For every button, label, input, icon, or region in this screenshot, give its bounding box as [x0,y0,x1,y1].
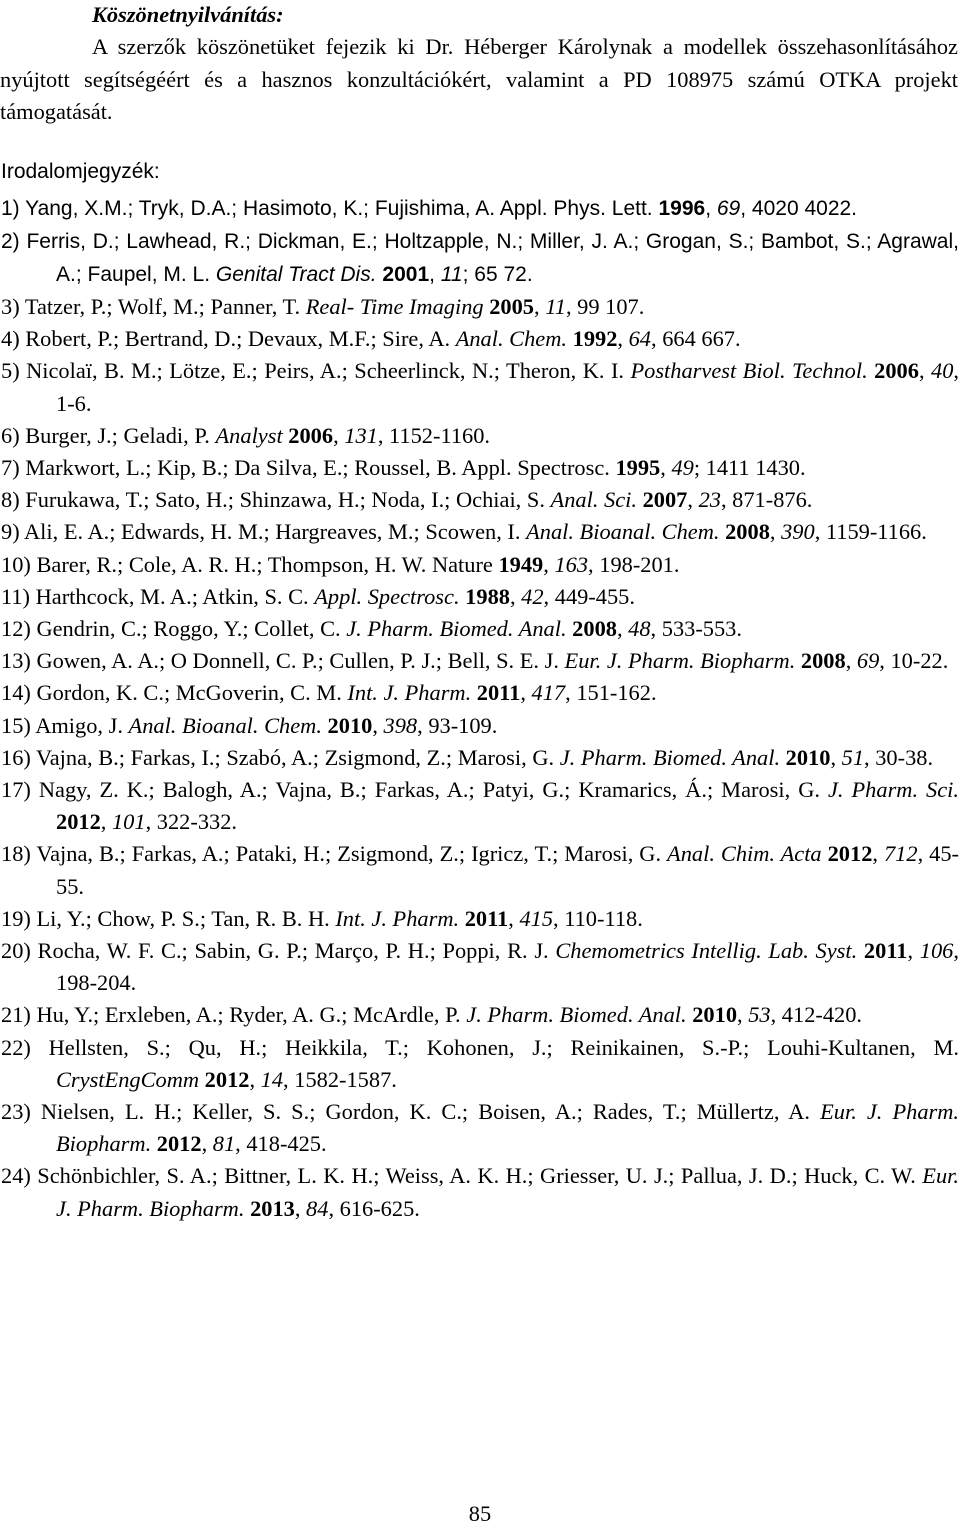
page-number: 85 [468,1501,492,1526]
reference-italic-text: 11 [440,263,463,286]
reference-text: 6) Burger, J.; Geladi, P. [1,422,216,448]
reference-list [1,192,959,1225]
reference-text: , [872,841,884,867]
reference-item [1,1096,959,1160]
reference-item [1,581,959,613]
reference-italic-text: 415 [519,905,554,931]
reference-text: 10) Barer, R.; Cole, A. R. H.; Thompson, H. W. Nature [1,551,499,577]
reference-text: , 871-876. [720,487,813,513]
reference-item [1,452,959,484]
reference-text: 5) Nicolaï, B. M.; Lötze, E.; Peirs, A.; Scheerlinck, N.; Theron, K. I. [1,358,631,384]
reference-text: 19) Li, Y.; Chow, P. S.; Tan, R. B. H. [1,905,336,931]
reference-italic-text: 40 [931,358,954,384]
reference-year: 2012 [827,841,873,867]
reference-text: , [294,1195,307,1221]
reference-text: , [429,263,441,286]
reference-text: , 4020 4022. [740,197,858,220]
reference-text: , [737,1002,749,1028]
reference-year: 2012 [156,1131,202,1157]
reference-italic-text: Appl. Spectrosc. [314,583,460,609]
reference-text: , [845,648,857,674]
reference-text: 13) Gowen, A. A.; O Donnell, C. P.; Cullen, P. J.; Bell, S. E. J. [1,648,565,674]
reference-italic-text: Eur. J. Pharm. Biopharm. [564,648,796,674]
reference-item [1,1032,959,1096]
reference-text: 14) Gordon, K. C.; McGoverin, C. M. [1,680,348,706]
reference-item [1,838,959,902]
reference-year: 2011 [464,905,509,931]
reference-text: 22) Hellsten, S.; Qu, H.; Heikkila, T.; Kohonen, J.; Reinikainen, S.-P.; Louhi-Kultanen, M. [1,1034,959,1060]
reference-year: 2006 [874,358,919,384]
reference-italic-text: 14 [260,1066,284,1092]
reference-text: , [769,519,782,545]
reference-text: 2) Ferris, D.; Lawhead, R.; Dickman, E.; Holtzapple, N.; Miller, J. A.; Grogan, S.; Bambot, S.; Agrawal, A.; Faupel, M. L. [1,230,959,286]
reference-year: 2010 [785,744,831,770]
reference-text: , 1152-1160. [377,422,491,448]
acknowledgement-heading: Köszönetnyilvánítás: [92,2,284,27]
reference-text: , [918,358,931,384]
reference-italic-text: 69 [856,648,880,674]
reference-text: , [509,583,522,609]
reference-item [1,225,959,291]
reference-text: 11) Harthcock, M. A.; Atkin, S. C. [1,583,315,609]
reference-italic-text: J. Pharm. Biomed. Anal. [559,744,781,770]
reference-year: 1995 [615,455,661,481]
reference-item [1,774,959,838]
reference-year: 2012 [204,1066,250,1092]
reference-text: , [372,712,384,738]
reference-item [1,549,959,581]
reference-italic-text: 81 [212,1131,236,1157]
reference-text: , [907,938,920,964]
reference-text: 18) Vajna, B.; Farkas, A.; Pataki, H.; Zsigmond, Z.; Igricz, T.; Marosi, G. [1,841,668,867]
reference-text: 17) Nagy, Z. K.; Balogh, A.; Vajna, B.; Farkas, A.; Patyi, G.; Kramarics, Á.; Marosi, G. [1,777,828,803]
acknowledgement-text: A szerzők köszönetüket fejezik ki Dr. Héberger Károlynak a modellek összehasonlításához nyújtott segítségéért és a hasznos konzultációkért, valamint a PD 108975 számú OTKA projekt támogatását. [0,34,958,124]
reference-italic-text: CrystEngComm [56,1066,200,1092]
reference-year: 2008 [725,519,770,545]
reference-text: , 45-55. [56,841,959,899]
reference-text: , [617,326,629,352]
reference-text: , [616,616,629,642]
reference-item [1,710,959,742]
reference-text: 16) Vajna, B.; Farkas, I.; Szabó, A.; Zsigmond, Z.; Marosi, G. [1,744,560,770]
reference-text: , 533-553. [650,616,742,642]
reference-text: , [100,809,112,835]
reference-italic-text: Int. J. Pharm. [335,905,460,931]
reference-italic-text: 69 [716,197,741,220]
reference-italic-text: 64 [628,326,651,352]
reference-italic-text: Eur. J. Pharm. Biopharm. [56,1163,959,1221]
reference-text: 12) Gendrin, C.; Roggo, Y.; Collet, C. [1,616,347,642]
reference-text: , 30-38. [864,744,934,770]
reference-text: , 412-420. [770,1002,863,1028]
reference-text: , 1-6. [56,358,959,416]
reference-text: , 664 667. [651,326,741,352]
reference-text: 20) Rocha, W. F. C.; Sabin, G. P.; Março, P. H.; Poppi, R. J. [1,938,556,964]
reference-item [1,516,959,548]
reference-item [1,420,959,452]
reference-year: 2011 [476,680,521,706]
reference-year: 1949 [498,551,544,577]
reference-italic-text: 42 [521,583,544,609]
reference-year: 2006 [288,422,334,448]
reference-text: , 198-204. [56,938,959,996]
reference-text: , [687,487,699,513]
reference-italic-text: Real- Time Imaging [305,294,484,319]
reference-text: 7) Markwort, L.; Kip, B.; Da Silva, E.; Roussel, B. Appl. Spectrosc. [1,455,616,481]
reference-text: 15) Amigo, J. [1,712,129,738]
reference-year: 2007 [642,487,688,513]
reference-text: , 418-425. [235,1131,327,1157]
reference-year: 2012 [56,809,101,835]
reference-text: 3) Tatzer, P.; Wolf, M.; Panner, T. [1,294,306,319]
reference-year: 2011 [863,938,908,964]
reference-italic-text: 398 [383,712,418,738]
reference-text: ; 1411 1430. [693,455,806,481]
reference-text: , 198-201. [588,551,680,577]
reference-italic-text: 11 [545,294,566,319]
reference-italic-text: Anal. Chem. [455,326,568,352]
reference-italic-text: 49 [671,455,694,481]
reference-text: , [534,294,546,319]
reference-text: , [201,1131,213,1157]
reference-italic-text: Eur. J. Pharm. Biopharm. [56,1099,959,1157]
reference-text: , 93-109. [417,712,498,738]
reference-italic-text: Anal. Bioanal. Chem. [128,712,322,738]
reference-italic-text: Chemometrics Intellig. Lab. Syst. [555,938,858,964]
reference-text: , 99 107. [565,294,645,319]
reference-year: 2010 [692,1002,738,1028]
reference-year: 2008 [800,648,846,674]
reference-text: , [660,455,672,481]
reference-item [1,613,959,645]
reference-item [1,1160,959,1224]
reference-italic-text: Anal. Sci. [550,487,637,513]
reference-year: 1992 [572,326,618,352]
references-heading: Irodalomjegyzék: [1,160,160,183]
reference-text: 8) Furukawa, T.; Sato, H.; Shinzawa, H.; Noda, I.; Ochiai, S. [1,487,551,513]
reference-item [1,742,959,774]
reference-italic-text: 48 [628,616,651,642]
reference-italic-text: 712 [883,841,918,867]
reference-text: , [830,744,842,770]
reference-italic-text: 51 [841,744,865,770]
reference-italic-text: J. Pharm. Biomed. Anal. [466,1002,687,1028]
reference-italic-text: 84 [306,1195,329,1221]
reference-text: , 1159-1166. [814,519,927,545]
reference-text [857,938,864,963]
reference-italic-text: 163 [554,551,589,577]
reference-item [1,935,959,999]
reference-text: 23) Nielsen, L. H.; Keller, S. S.; Gordon, K. C.; Boisen, A.; Rades, T.; Müllertz, A. [1,1099,821,1125]
reference-text: , [508,905,520,931]
reference-year: 2010 [327,712,373,738]
reference-text: 21) Hu, Y.; Erxleben, A.; Ryder, A. G.; McArdle, P. [1,1002,467,1028]
reference-item [1,192,959,225]
reference-text: , 10-22. [879,648,949,674]
reference-italic-text: 390 [781,519,815,545]
reference-year: 2013 [250,1195,295,1221]
reference-italic-text: 106 [919,938,954,964]
reference-item [1,645,959,677]
reference-italic-text: 53 [748,1002,771,1028]
reference-italic-text: J. Pharm. Sci. [827,777,960,803]
reference-item [1,903,959,935]
reference-text: , 110-118. [553,905,643,931]
reference-text: , 616-625. [328,1195,420,1221]
reference-italic-text: Postharvest Biol. Technol. [630,358,868,384]
reference-item [1,355,959,419]
reference-year: 2005 [489,294,534,319]
reference-italic-text: Int. J. Pharm. [347,680,472,706]
reference-text: , 322-332. [145,809,237,835]
reference-italic-text: J. Pharm. Biomed. Anal. [346,616,567,642]
reference-italic-text: Anal. Chim. Acta [667,841,822,867]
reference-italic-text: Analyst [215,422,283,448]
reference-text: , [520,680,532,706]
reference-italic-text: 131 [344,422,378,448]
reference-italic-text: 101 [111,809,146,835]
reference-year: 1988 [465,583,510,609]
reference-item [1,291,959,323]
reference-text: 9) Ali, E. A.; Edwards, H. M.; Hargreaves, M.; Scowen, I. [1,519,527,545]
reference-text: , [333,422,345,448]
reference-text: ; 65 72. [462,263,533,286]
reference-text: , [705,197,717,220]
reference-italic-text: Genital Tract Dis. [215,263,377,286]
reference-item [1,323,959,355]
reference-italic-text: 417 [531,680,566,706]
reference-text: , 1582-1587. [283,1066,397,1092]
reference-year: 2001 [382,263,430,286]
reference-text: 1) Yang, X.M.; Tryk, D.A.; Hasimoto, K.; Fujishima, A. Appl. Phys. Lett. [1,197,659,220]
reference-year: 1996 [658,197,706,220]
reference-text: 4) Robert, P.; Bertrand, D.; Devaux, M.F.; Sire, A. [1,326,456,352]
reference-italic-text: 23 [698,487,721,513]
reference-text: , 151-162. [565,680,657,706]
reference-italic-text: Anal. Bioanal. Chem. [526,519,720,545]
reference-text: 24) Schönbichler, S. A.; Bittner, L. K. H.; Weiss, A. K. H.; Griesser, U. J.; Pallua, J. D.; Huck, C. W. [1,1163,923,1189]
reference-text: , [543,551,555,577]
reference-item [1,999,959,1031]
reference-text: , 449-455. [543,583,635,609]
reference-item [1,677,959,709]
reference-text: , [249,1066,261,1092]
reference-item [1,484,959,516]
reference-year: 2008 [572,616,617,642]
